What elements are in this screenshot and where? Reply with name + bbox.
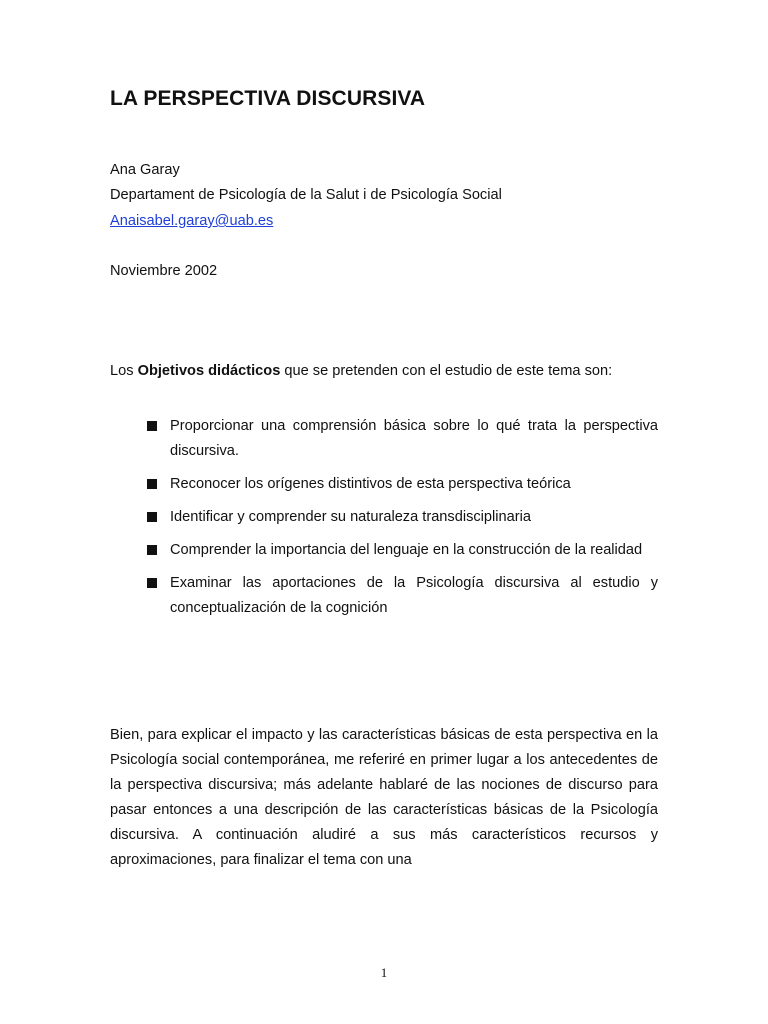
body-paragraph: Bien, para explicar el impacto y las características básicas de esta perspectiva en la Psicología social contemporánea, me referiré en primer lugar a los antecedentes de la perspectiva discursiva; más adelante hablaré de las nociones de discurso para pasar entonces a una descripción de las características básicas de la Psicología discursiva. A continuación aludiré a sus más característicos recursos y aproximaciones, para finalizar el tema con una xyxy=(110,727,658,868)
objectives-bold: Objetivos didácticos xyxy=(137,363,281,379)
page-number: 1 xyxy=(380,965,388,980)
list-item-text: Proporcionar una comprensión básica sobre lo qué trata la perspectiva discursiva. xyxy=(170,418,658,459)
list-item xyxy=(147,538,658,563)
list-item xyxy=(147,472,658,497)
objectives-suffix: que se pretenden con el estudio de este tema son: xyxy=(280,363,613,379)
list-item-text: Examinar las aportaciones de la Psicología discursiva al estudio y conceptualización de la cognición xyxy=(170,575,658,616)
author-name: Ana Garay xyxy=(110,162,180,178)
list-item-text: Reconocer los orígenes distintivos de esta perspectiva teórica xyxy=(170,476,571,492)
document-date: Noviembre 2002 xyxy=(110,263,218,279)
author-email-link[interactable]: Anaisabel.garay@uab.es xyxy=(110,213,274,229)
list-item-text: Identificar y comprender su naturaleza transdisciplinaria xyxy=(170,509,531,525)
list-item xyxy=(147,571,658,621)
objectives-intro xyxy=(110,361,612,381)
square-bullet-icon xyxy=(147,578,157,588)
square-bullet-icon xyxy=(147,512,157,522)
list-item xyxy=(147,414,658,464)
document-title: LA PERSPECTIVA DISCURSIVA xyxy=(110,87,426,110)
department: Departament de Psicología de la Salut i de Psicología Social xyxy=(110,187,502,203)
list-item xyxy=(147,505,658,530)
objectives-prefix: Los xyxy=(110,363,138,379)
square-bullet-icon xyxy=(147,479,157,489)
objectives-list xyxy=(147,414,658,629)
email-line xyxy=(110,211,273,231)
square-bullet-icon xyxy=(147,545,157,555)
square-bullet-icon xyxy=(147,421,157,431)
list-item-text: Comprender la importancia del lenguaje en la construcción de la realidad xyxy=(170,542,643,558)
